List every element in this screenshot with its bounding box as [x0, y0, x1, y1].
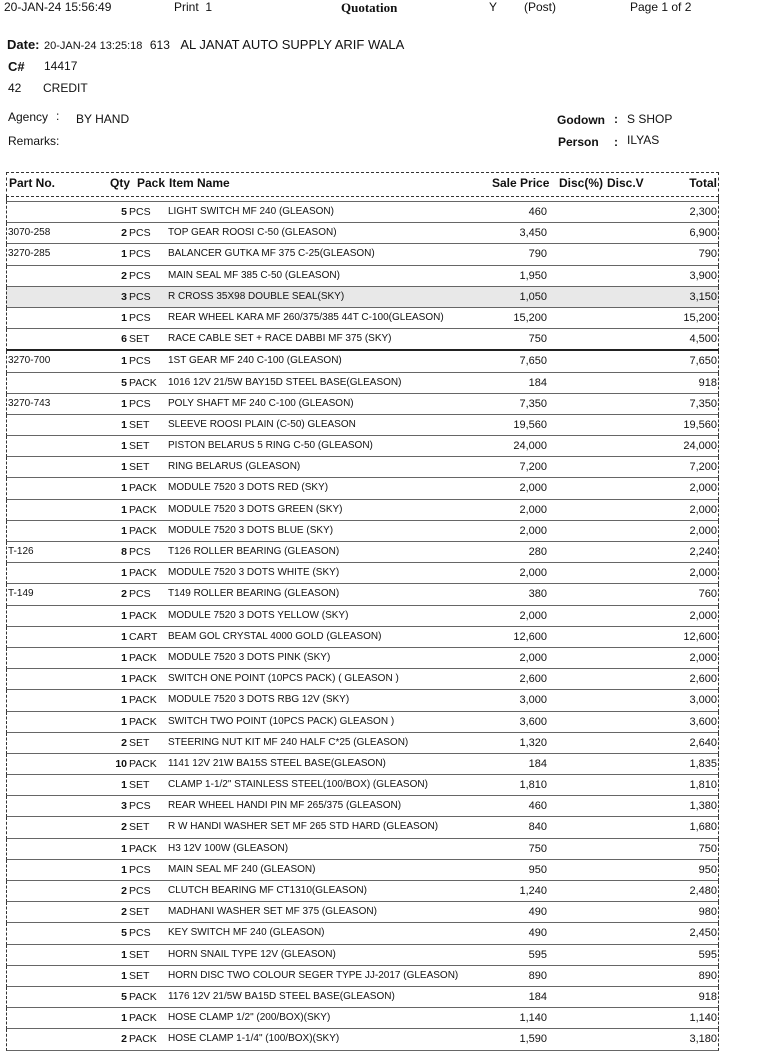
printed-timestamp: 20-JAN-24 15:56:49 [4, 0, 112, 14]
cell-sale-price: 1,950 [519, 269, 547, 282]
cell-total: 2,000 [689, 503, 717, 516]
table-row [6, 563, 719, 584]
cell-item-name: SWITCH TWO POINT (10PCS PACK) GLEASON ) [168, 715, 395, 727]
cell-qty: 1 [121, 524, 127, 537]
cell-qty: 2 [121, 269, 127, 282]
items-table [6, 172, 719, 1051]
cell-pack: PCS [129, 290, 151, 303]
person-value: ILYAS [627, 133, 660, 147]
table-row [6, 373, 719, 394]
customer-code: 613 [149, 38, 170, 52]
print-number: 1 [205, 0, 213, 14]
table-row [6, 712, 719, 733]
cell-pack: PACK [129, 673, 157, 686]
cell-item-name: T149 ROLLER BEARING (GLEASON) [168, 588, 340, 600]
cell-sale-price: 490 [528, 906, 547, 919]
cell-sale-price: 3,600 [519, 715, 547, 728]
col-pack: Pack [137, 176, 166, 190]
person-colon: : [614, 135, 618, 149]
cell-item-name: BALANCER GUTKA MF 375 C-25(GLEASON) [168, 248, 375, 260]
cell-pack: SET [129, 906, 150, 919]
table-row [6, 244, 719, 265]
cell-item-name: T126 ROLLER BEARING (GLEASON) [168, 546, 340, 557]
cell-total: 3,600 [689, 715, 717, 728]
cell-item-name: 1016 12V 21/5W BAY15D STEEL BASE(GLEASON) [168, 376, 402, 388]
cell-pack: PACK [129, 757, 157, 770]
cell-item-name: R CROSS 35X98 DOUBLE SEAL(SKY) [168, 290, 345, 302]
cell-sale-price: 750 [528, 333, 547, 346]
cell-qty: 5 [121, 376, 127, 389]
godown-label: Godown [557, 113, 605, 127]
cell-item-name: MADHANI WASHER SET MF 375 (GLEASON) [168, 906, 377, 918]
cell-pack: PACK [129, 842, 157, 855]
table-row [6, 796, 719, 817]
cell-qty: 1 [121, 311, 127, 324]
cell-sale-price: 595 [528, 948, 547, 961]
cell-part-no: 3270-743 [8, 397, 51, 409]
cell-item-name: SWITCH ONE POINT (10PCS PACK) ( GLEASON ) [168, 673, 399, 685]
cell-qty: 6 [121, 333, 127, 346]
cell-item-name: REAR WHEEL HANDI PIN MF 265/375 (GLEASON) [168, 800, 402, 812]
cell-qty: 5 [121, 206, 127, 218]
table-row [6, 500, 719, 521]
cell-pack: PACK [129, 609, 157, 622]
document-title: Quotation [341, 0, 398, 15]
cell-sale-price: 2,000 [519, 524, 547, 537]
cell-item-name: CLAMP 1-1/2" STAINLESS STEEL(100/BOX) (GLEASON) [168, 779, 428, 791]
cell-item-name: HOSE CLAMP 1-1/4" (100/BOX)(SKY) [168, 1033, 340, 1045]
table-row [6, 457, 719, 478]
cell-pack: PCS [129, 355, 151, 368]
table-row [6, 1029, 719, 1050]
cell-sale-price: 840 [528, 821, 547, 834]
cell-qty: 1 [121, 630, 127, 643]
cell-sale-price: 7,200 [519, 461, 547, 474]
cell-total: 750 [698, 842, 717, 855]
cell-qty: 2 [121, 821, 127, 834]
table-row [6, 478, 719, 499]
cell-item-name: MODULE 7520 3 DOTS YELLOW (SKY) [168, 609, 349, 621]
cell-total: 2,600 [689, 673, 717, 686]
cell-sale-price: 2,000 [519, 482, 547, 495]
col-disc-percent: Disc(%) [559, 176, 604, 190]
cell-qty: 1 [121, 248, 127, 261]
cell-qty: 2 [121, 906, 127, 919]
cell-pack: SET [129, 969, 150, 982]
table-row [6, 648, 719, 669]
table-row [6, 436, 719, 457]
table-row [6, 415, 719, 436]
cell-pack: PCS [129, 311, 151, 324]
table-row [6, 839, 719, 860]
cell-qty: 1 [121, 461, 127, 474]
cell-pack: PACK [129, 376, 157, 389]
cell-qty: 2 [121, 1033, 127, 1046]
cell-pack: CART [129, 630, 158, 643]
cell-item-name: MODULE 7520 3 DOTS PINK (SKY) [168, 651, 331, 663]
col-disc-value: Disc.V [607, 176, 644, 190]
cell-qty: 1 [121, 482, 127, 495]
table-row [6, 521, 719, 542]
table-row [6, 945, 719, 966]
cell-sale-price: 950 [528, 863, 547, 876]
cell-item-name: HOSE CLAMP 1/2" (200/BOX)(SKY) [168, 1012, 331, 1024]
cell-sale-price: 460 [528, 206, 547, 218]
cell-pack: PCS [129, 397, 151, 410]
cell-item-name: RING BELARUS (GLEASON) [168, 461, 301, 473]
cell-pack: PCS [129, 269, 151, 282]
cell-sale-price: 184 [528, 990, 547, 1003]
cell-total: 2,000 [689, 524, 717, 537]
cell-total: 2,000 [689, 651, 717, 664]
print-label-text: Print [174, 0, 199, 14]
post-status: (Post) [524, 0, 557, 14]
date-label: Date: [7, 37, 40, 52]
cell-item-name: STEERING NUT KIT MF 240 HALF C*25 (GLEASON) [168, 736, 409, 748]
table-row [6, 394, 719, 415]
cell-total: 4,500 [689, 333, 717, 346]
cell-pack: PACK [129, 651, 157, 664]
cell-pack: PCS [129, 800, 151, 813]
cell-item-name: HORN SNAIL TYPE 12V (GLEASON) [168, 948, 336, 960]
cell-sale-price: 3,000 [519, 694, 547, 707]
cell-pack: SET [129, 821, 150, 834]
cell-sale-price: 1,590 [519, 1033, 547, 1046]
remarks-label: Remarks: [8, 134, 60, 148]
cell-pack: PCS [129, 588, 151, 601]
cell-item-name: HORN DISC TWO COLOUR SEGER TYPE JJ-2017 (GLEASON) [168, 969, 459, 981]
cell-total: 1,680 [689, 821, 717, 834]
cell-pack: PCS [129, 863, 151, 876]
cell-total: 1,810 [689, 779, 717, 792]
cell-sale-price: 19,560 [513, 418, 547, 431]
cell-qty: 1 [121, 948, 127, 961]
cell-pack: PACK [129, 567, 157, 580]
cell-qty: 1 [121, 673, 127, 686]
cell-part-no: T-149 [8, 588, 34, 600]
cell-qty: 1 [121, 355, 127, 368]
table-row [6, 308, 719, 329]
cell-total: 12,600 [683, 630, 717, 643]
col-part-no: Part No. [9, 176, 56, 190]
cell-item-name: R W HANDI WASHER SET MF 265 STD HARD (GLEASON) [168, 821, 439, 833]
cell-total: 2,240 [689, 546, 717, 558]
table-row [6, 817, 719, 838]
cell-pack: SET [129, 333, 150, 346]
cell-qty: 2 [121, 588, 127, 601]
cell-total: 15,200 [683, 311, 717, 324]
cell-pack: PACK [129, 503, 157, 516]
cell-pack: PACK [129, 1012, 157, 1025]
table-row [6, 881, 719, 902]
cell-sale-price: 3,450 [519, 227, 547, 240]
cell-item-name: BEAM GOL CRYSTAL 4000 GOLD (GLEASON) [168, 630, 382, 642]
cell-qty: 1 [121, 863, 127, 876]
cell-qty: 2 [121, 885, 127, 897]
cell-total: 2,000 [689, 482, 717, 495]
cell-qty: 1 [121, 397, 127, 410]
table-row [6, 775, 719, 796]
cell-pack: SET [129, 418, 150, 431]
cell-item-name: MODULE 7520 3 DOTS WHITE (SKY) [168, 567, 340, 579]
cell-total: 19,560 [683, 418, 717, 431]
cell-qty: 2 [121, 227, 127, 240]
cell-total: 3,000 [689, 694, 717, 707]
col-sale-price: Sale Price [492, 176, 550, 190]
col-qty: Qty [110, 176, 131, 190]
cell-total: 7,350 [689, 397, 717, 410]
cell-sale-price: 7,350 [519, 397, 547, 410]
terms: CREDIT [43, 81, 88, 95]
cell-sale-price: 12,600 [513, 630, 547, 643]
cell-total: 1,835 [689, 757, 717, 770]
table-row [6, 754, 719, 775]
cell-sale-price: 790 [528, 248, 547, 261]
cell-qty: 3 [121, 290, 127, 303]
cell-pack: SET [129, 736, 150, 749]
table-row [6, 266, 719, 287]
cell-qty: 1 [121, 842, 127, 855]
cell-item-name: TOP GEAR ROOSI C-50 (GLEASON) [168, 227, 337, 239]
cell-sale-price: 15,200 [513, 311, 547, 324]
cell-sale-price: 1,240 [519, 885, 547, 897]
cell-total: 890 [698, 969, 717, 982]
agency-value: BY HAND [76, 112, 130, 126]
cell-part-no: 3270-700 [8, 355, 51, 367]
cell-qty: 1 [121, 694, 127, 707]
cell-qty: 1 [121, 651, 127, 664]
cell-pack: PCS [129, 227, 151, 240]
cell-qty: 3 [121, 800, 127, 813]
cell-sale-price: 380 [528, 588, 547, 601]
cell-item-name: PISTON BELARUS 5 RING C-50 (GLEASON) [168, 440, 373, 452]
cell-sale-price: 2,000 [519, 567, 547, 580]
cell-pack: PACK [129, 715, 157, 728]
cell-total: 24,000 [683, 440, 717, 453]
cell-total: 2,300 [689, 206, 717, 218]
cell-pack: PACK [129, 694, 157, 707]
cell-sale-price: 890 [528, 969, 547, 982]
cell-item-name: MODULE 7520 3 DOTS GREEN (SKY) [168, 503, 343, 515]
terms-number: 42 [8, 81, 22, 95]
table-row [6, 223, 719, 244]
cell-pack: PCS [129, 546, 151, 558]
cell-sale-price: 1,810 [519, 779, 547, 792]
cell-qty: 1 [121, 969, 127, 982]
cell-sale-price: 1,050 [519, 290, 547, 303]
table-body [6, 201, 719, 1051]
flag-value: Y [489, 0, 498, 14]
cell-pack: SET [129, 440, 150, 453]
cell-sale-price: 460 [528, 800, 547, 813]
table-row [6, 966, 719, 987]
cell-qty: 1 [121, 567, 127, 580]
cell-total: 760 [698, 588, 717, 601]
cell-part-no: 3270-285 [8, 248, 51, 260]
cell-total: 790 [698, 248, 717, 261]
cell-total: 3,180 [689, 1033, 717, 1046]
cell-qty: 1 [121, 779, 127, 792]
cell-sale-price: 2,000 [519, 503, 547, 516]
cell-item-name: POLY SHAFT MF 240 C-100 (GLEASON) [168, 397, 354, 409]
cell-sale-price: 1,140 [519, 1012, 547, 1025]
cell-item-name: RACE CABLE SET + RACE DABBI MF 375 (SKY) [168, 333, 392, 345]
cell-item-name: KEY SWITCH MF 240 (GLEASON) [168, 927, 325, 939]
table-row [6, 690, 719, 711]
godown-value: S SHOP [627, 112, 673, 126]
cell-pack: PACK [129, 524, 157, 537]
cell-item-name: MODULE 7520 3 DOTS BLUE (SKY) [168, 524, 334, 536]
table-row [6, 201, 719, 223]
cell-sale-price: 184 [528, 757, 547, 770]
cell-sale-price: 1,320 [519, 736, 547, 749]
cell-pack: PCS [129, 885, 151, 897]
cell-total: 950 [698, 863, 717, 876]
cell-total: 2,640 [689, 736, 717, 749]
cell-item-name: MAIN SEAL MF 385 C-50 (GLEASON) [168, 269, 340, 281]
cell-sale-price: 750 [528, 842, 547, 855]
cell-total: 2,000 [689, 609, 717, 622]
cell-pack: PACK [129, 1033, 157, 1046]
cell-pack: SET [129, 779, 150, 792]
cell-total: 3,900 [689, 269, 717, 282]
cell-item-name: MODULE 7520 3 DOTS RBG 12V (SKY) [168, 694, 350, 706]
cell-item-name: REAR WHEEL KARA MF 260/375/385 44T C-100(GLEASON) [168, 311, 444, 323]
table-row [6, 860, 719, 881]
cell-total: 918 [698, 376, 717, 389]
cell-sale-price: 490 [528, 927, 547, 940]
table-row [6, 584, 719, 605]
cell-total: 3,150 [689, 290, 717, 303]
cell-total: 1,140 [689, 1012, 717, 1025]
cell-qty: 5 [121, 990, 127, 1003]
person-label: Person [558, 135, 599, 149]
cell-qty: 1 [121, 715, 127, 728]
cell-total: 2,480 [689, 885, 717, 897]
c-number-label: C# [8, 59, 25, 74]
cell-total: 980 [698, 906, 717, 919]
table-row [6, 287, 719, 308]
cell-qty: 5 [121, 927, 127, 940]
cell-qty: 1 [121, 1012, 127, 1025]
table-header [6, 172, 719, 197]
cell-sale-price: 24,000 [513, 440, 547, 453]
print-label [174, 0, 212, 14]
cell-part-no: 3070-258 [8, 227, 51, 239]
cell-qty: 1 [121, 609, 127, 622]
cell-item-name: H3 12V 100W (GLEASON) [168, 842, 289, 854]
cell-sale-price: 280 [528, 546, 547, 558]
date-line [7, 36, 404, 54]
table-row [6, 669, 719, 690]
cell-item-name: 1141 12V 21W BA15S STEEL BASE(GLEASON) [168, 757, 386, 769]
cell-pack: SET [129, 461, 150, 474]
cell-total: 2,450 [689, 927, 717, 940]
cell-sale-price: 2,600 [519, 673, 547, 686]
cell-qty: 1 [121, 503, 127, 516]
cell-item-name: 1ST GEAR MF 240 C-100 (GLEASON) [168, 355, 342, 367]
cell-qty: 1 [121, 418, 127, 431]
customer-name: AL JANAT AUTO SUPPLY ARIF WALA [180, 37, 405, 52]
cell-item-name: MODULE 7520 3 DOTS RED (SKY) [168, 482, 329, 494]
cell-total: 2,000 [689, 567, 717, 580]
cell-total: 1,380 [689, 800, 717, 813]
table-row [6, 987, 719, 1008]
cell-qty: 1 [121, 440, 127, 453]
cell-pack: PCS [129, 248, 151, 261]
cell-pack: PCS [129, 206, 151, 218]
cell-qty: 10 [115, 757, 127, 770]
table-row [6, 1008, 719, 1029]
cell-pack: PACK [129, 482, 157, 495]
cell-pack: PACK [129, 990, 157, 1003]
cell-item-name: SLEEVE ROOSI PLAIN (C-50) GLEASON [168, 418, 356, 430]
cell-qty: 8 [121, 546, 127, 558]
page-indicator: Page 1 of 2 [630, 0, 692, 14]
cell-total: 7,650 [689, 355, 717, 368]
agency-label: Agency [8, 110, 49, 124]
cell-total: 595 [698, 948, 717, 961]
col-total: Total [689, 176, 717, 190]
table-row [6, 733, 719, 754]
cell-item-name: CLUTCH BEARING MF CT1310(GLEASON) [168, 885, 367, 896]
table-row [6, 923, 719, 944]
cell-item-name: 1176 12V 21/5W BA15D STEEL BASE(GLEASON) [168, 990, 395, 1002]
cell-total: 6,900 [689, 227, 717, 240]
table-row [6, 606, 719, 627]
cell-sale-price: 7,650 [519, 355, 547, 368]
cell-pack: SET [129, 948, 150, 961]
table-row [6, 902, 719, 923]
cell-sale-price: 2,000 [519, 609, 547, 622]
cell-total: 7,200 [689, 461, 717, 474]
cell-item-name: LIGHT SWITCH MF 240 (GLEASON) [168, 206, 334, 217]
table-row [6, 329, 719, 351]
cell-sale-price: 184 [528, 376, 547, 389]
cell-qty: 2 [121, 736, 127, 749]
date-value: 20-JAN-24 13:25:18 [43, 40, 143, 52]
table-row [6, 542, 719, 563]
cell-item-name: MAIN SEAL MF 240 (GLEASON) [168, 863, 316, 875]
agency-colon: : [56, 109, 60, 123]
cell-pack: PCS [129, 927, 151, 940]
godown-colon: : [614, 112, 618, 126]
table-row [6, 351, 719, 372]
table-row [6, 627, 719, 648]
cell-total: 918 [698, 990, 717, 1003]
cell-sale-price: 2,000 [519, 651, 547, 664]
cell-part-no: T-126 [8, 546, 34, 557]
col-item-name: Item Name [169, 176, 230, 190]
c-number: 14417 [44, 59, 78, 73]
